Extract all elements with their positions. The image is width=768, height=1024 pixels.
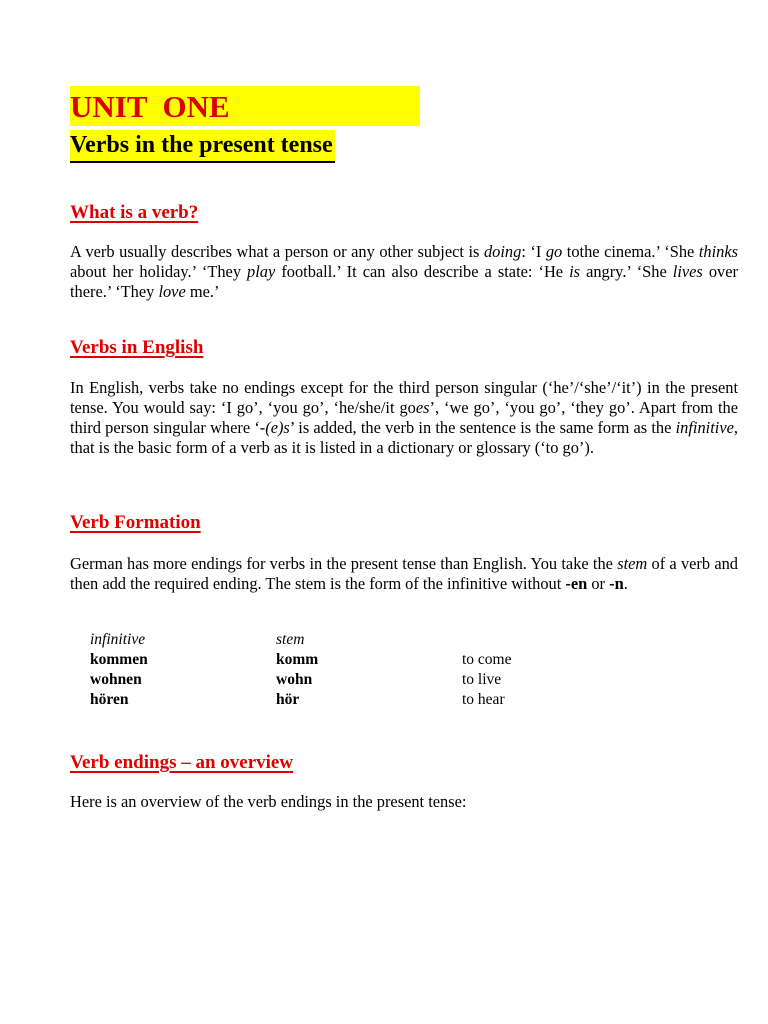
verb-stem-table	[90, 630, 662, 710]
page-subtitle: Verbs in the present tense	[70, 130, 335, 163]
cell-infinitive: hören	[90, 691, 129, 708]
paragraph-verb-formation: German has more endings for verbs in the present tense than English. You take the stem of a verb and then add the required ending. The stem is the form of the infinitive without -en or -n.	[70, 554, 738, 593]
paragraph-verbs-english: In English, verbs take no endings except for the third person singular (‘he’/‘she’/‘it’) in the present tense. You would say: ‘I go’, ‘you go’, ‘he/she/it goes’, ‘we go’, ‘you go’, ‘they go’. Apart from the third person singular where ‘-(e)s’ is added, the verb in the sentence is the same form as the infinitive, that is the basic form of a verb as it is listed in a dictionary or glossary (‘to go’).	[70, 378, 738, 457]
section-what-is-verb	[70, 202, 198, 224]
cell-stem: komm	[276, 651, 319, 668]
table-header-row	[90, 630, 662, 650]
heading-verbs-english: Verbs in English	[70, 337, 204, 358]
cell-meaning: to live	[462, 671, 502, 688]
table-row	[90, 670, 662, 690]
subtitle-highlight	[70, 130, 335, 163]
cell-meaning: to hear	[462, 691, 505, 708]
header-stem: stem	[276, 631, 305, 648]
heading-verb-endings: Verb endings – an overview	[70, 752, 294, 773]
header-infinitive: infinitive	[90, 631, 146, 648]
table-row	[90, 650, 662, 670]
heading-verb-formation: Verb Formation	[70, 512, 201, 533]
unit-title: UNIT ONE	[70, 86, 420, 126]
cell-meaning: to come	[462, 651, 512, 668]
cell-stem: wohn	[276, 671, 313, 688]
paragraph-what-is-verb: A verb usually describes what a person or any other subject is doing: ‘I go tothe cinema.’ ‘She thinks about her holiday.’ ‘They play football.’ It can also describe a state: ‘He is angry.’ ‘She lives over there.’ ‘They love me.’	[70, 242, 739, 301]
section-verbs-english	[70, 337, 203, 359]
section-verb-formation	[70, 512, 201, 534]
cell-infinitive: kommen	[90, 651, 148, 668]
document-page	[70, 86, 739, 811]
paragraph-verb-endings: Here is an overview of the verb endings in the present tense:	[70, 792, 467, 811]
cell-stem: hör	[276, 691, 300, 708]
table-row	[90, 690, 662, 710]
cell-infinitive: wohnen	[90, 671, 142, 688]
heading-what-is-verb: What is a verb?	[70, 202, 199, 223]
section-verb-endings	[70, 752, 293, 774]
